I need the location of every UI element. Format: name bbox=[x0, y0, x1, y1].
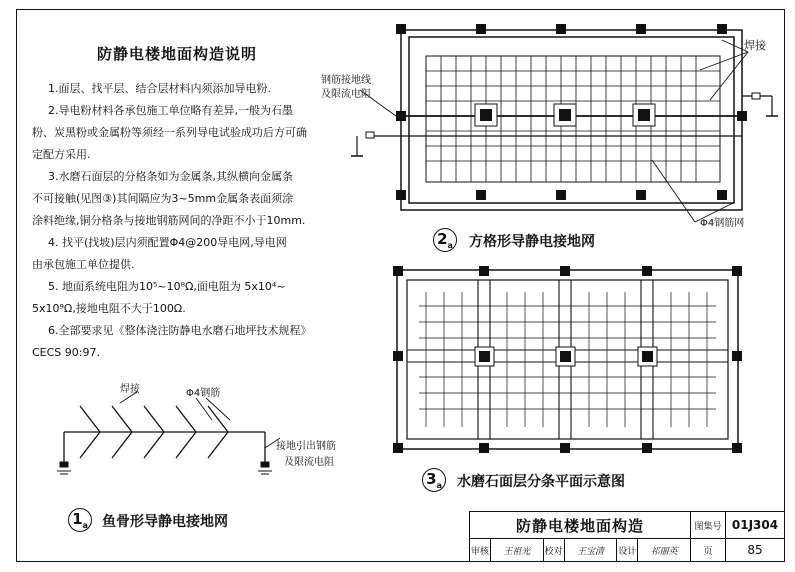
note-line: 5. 地面系统电阻为10⁵~10⁸Ω,面电阻为 5x10⁴~ bbox=[48, 280, 286, 293]
check-label: 校对 bbox=[543, 539, 564, 562]
fig2-ground-label: 钢筋接地线 bbox=[321, 75, 371, 86]
review-signature: 王祖光 bbox=[491, 539, 544, 562]
page-number: 85 bbox=[726, 539, 785, 562]
fig3-title: 水磨石面层分条平面示意图 bbox=[457, 474, 625, 490]
fig3-number-circle: $3_a$ bbox=[422, 468, 446, 492]
fig1-bar-label: Φ4钢筋 bbox=[186, 388, 221, 399]
fig1-number-circle: $1_a$ bbox=[68, 508, 92, 532]
note-line: 6.全部要求见《整体浇注防静电水磨石地坪技术规程》 bbox=[48, 324, 312, 337]
fig1-ground-label-2: 及限流电阻 bbox=[284, 457, 334, 468]
fig1-title: 鱼骨形导静电接地网 bbox=[102, 514, 228, 530]
design-label: 设计 bbox=[617, 539, 638, 562]
note-line: 涂料绝缘,铜分格条与接地钢筋网间的净距不小于10mm. bbox=[32, 214, 306, 227]
ground-symbol-left bbox=[57, 462, 71, 474]
ground-symbol-right bbox=[258, 462, 272, 474]
review-label: 审核 bbox=[470, 539, 491, 562]
fig2-weld-label: 焊接 bbox=[744, 39, 766, 52]
mesh-interior-columns bbox=[475, 104, 655, 126]
fig2-ground-label-2: 及限流电阻 bbox=[321, 89, 371, 100]
fig1-ground-label: 接地引出钢筋 bbox=[276, 441, 336, 452]
note-line: CECS 90:97. bbox=[32, 346, 100, 359]
fig2-title: 方格形导静电接地网 bbox=[469, 234, 595, 250]
note-line: 由承包施工单位提供. bbox=[32, 258, 135, 271]
title-block bbox=[469, 511, 785, 562]
note-line: 粉、炭黑粉或金属粉等须经一系列导电试验成功后方可确 bbox=[32, 126, 307, 139]
drawing-title: 防静电楼地面构造 bbox=[470, 512, 691, 539]
notes-title: 防静电楼地面构造说明 bbox=[97, 45, 258, 63]
note-line: 3.水磨石面层的分格条如为金属条,其纵横向金属条 bbox=[48, 170, 293, 183]
atlas-label: 图集号 bbox=[691, 512, 726, 539]
note-line: 定配方采用. bbox=[32, 148, 91, 161]
note-line: 2.导电粉材料各承包施工单位略有差异,一般为石墨 bbox=[48, 104, 293, 117]
fig1-weld-label: 焊接 bbox=[120, 384, 140, 395]
fig2-number-circle: $2_a$ bbox=[433, 228, 457, 252]
fishbone-diagram bbox=[64, 392, 280, 462]
note-line: 5x10⁹Ω,接地电阻不大于100Ω. bbox=[32, 302, 186, 315]
design-signature: 祁丽英 bbox=[638, 539, 691, 562]
note-line: 4. 找平(找坡)层内须配置Φ4@200导电网,导电网 bbox=[48, 236, 287, 249]
note-line: 不可接触(见图③)其间隔应为3~5mm金属条表面须涂 bbox=[32, 192, 294, 205]
note-line: 1.面层、找平层、结合层材料内须添加导电粉. bbox=[48, 82, 271, 95]
page-label: 页 bbox=[691, 539, 726, 562]
check-signature: 王宝清 bbox=[564, 539, 617, 562]
atlas-number: 01J304 bbox=[726, 512, 785, 539]
fig2-mesh-label: Φ4钢筋网 bbox=[700, 218, 745, 229]
